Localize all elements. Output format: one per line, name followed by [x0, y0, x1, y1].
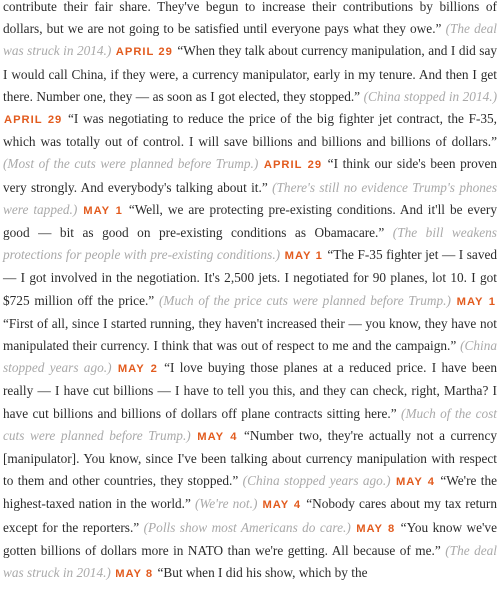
date-label: MAY 1 — [456, 295, 497, 308]
fact-check-note: (There's still no evidence Trump's phones were tapped.) — [3, 179, 497, 217]
quote-text: “I was negotiating to reduce the price of the big fighter jet contract, the F-35, which was totally out of control. I will save billions and billions and billions of dollars.” — [3, 111, 498, 150]
fact-check-note: (Much of the price cuts were planned before Trump.) — [158, 292, 451, 308]
date-label: MAY 8 — [356, 522, 396, 535]
fact-check-note: (Much of the cost cuts were planned before Trump.) — [3, 405, 497, 443]
fact-check-note: (China stopped years ago.) — [242, 473, 391, 489]
date-label: APRIL 29 — [115, 46, 173, 59]
quote-paragraph — [3, 0, 497, 585]
fact-check-note: (The deal was struck in 2014.) — [3, 542, 497, 581]
fact-check-note: (Most of the cuts were planned before Trump.) — [3, 156, 259, 172]
quote-text: “Nobody cares about my tax return except for the reporters.” — [3, 496, 498, 535]
date-label: MAY 1 — [83, 204, 123, 217]
quote-text: “Well, we are protecting pre-existing conditions. And it'll be every good — bit as good on pre-existing conditions as Obamacare.” — [3, 201, 497, 241]
fact-check-note: (We're not.) — [194, 496, 258, 512]
quote-text: contribute their fair share. They've begun to increase their contributions by billions of dollars, but we are not going to be satisfied until everyone pays what they owe.” — [3, 0, 497, 37]
quote-text: “First of all, since I started running, they haven't increased their — you know, they have not manipulated their currency. I think that was out of respect to me and the campaign.” — [3, 315, 497, 354]
fact-check-note: (The deal was struck in 2014.) — [3, 21, 497, 59]
quote-text: “We're the highest-taxed nation in the world.” — [3, 473, 498, 512]
date-label: MAY 2 — [117, 363, 158, 376]
date-label: MAY 4 — [197, 430, 238, 443]
quote-text: “I love buying those planes at a reduced price. I have been really — I have cut billions — I have to tell you this, and they can check, right, Martha? I have cut billions and billions of dollars off plane contracts sitting here.” — [3, 360, 497, 421]
quote-text: “But when I did his show, which by the — [157, 565, 368, 581]
date-label: APRIL 29 — [4, 114, 63, 127]
entry — [114, 565, 367, 580]
quote-text: “I think our side's been proven very strongly. And everybody's talking about it.” — [3, 156, 498, 195]
date-label: MAY 4 — [262, 499, 302, 512]
quote-text: “The F-35 fighter jet — I saved — I got involved in the negotiation. It's 2,500 jets. I negotiated for 90 planes, lot 10. I got $725 million off the price.” — [3, 247, 498, 308]
quote-text: “You know we've gotten billions of dollars more in NATO than we're getting. All because of me.” — [3, 519, 497, 558]
fact-check-note: (China stopped years ago.) — [3, 338, 498, 376]
quote-text: “When they talk about currency manipulation, and I did say I would call China, if they were, a currency manipulator, early in my tenure. And then I get there. Number one, they — as soon as I got elected, they stopped.” — [3, 43, 498, 104]
fact-check-note: (Polls show most Americans do care.) — [143, 519, 351, 535]
date-label: APRIL 29 — [263, 159, 323, 172]
quote-text: “Number two, they're actually not a currency [manipulator]. You know, since I've been talking about currency manipulation with respect to them and other countries, they stopped.” — [3, 427, 498, 489]
date-label: MAY 4 — [395, 476, 435, 489]
fact-check-note: (China stopped in 2014.) — [363, 88, 498, 104]
date-label: MAY 8 — [115, 568, 154, 581]
fact-check-note: (The bill weakens protections for people with pre-existing conditions.) — [3, 225, 497, 263]
date-label: MAY 1 — [284, 250, 323, 263]
